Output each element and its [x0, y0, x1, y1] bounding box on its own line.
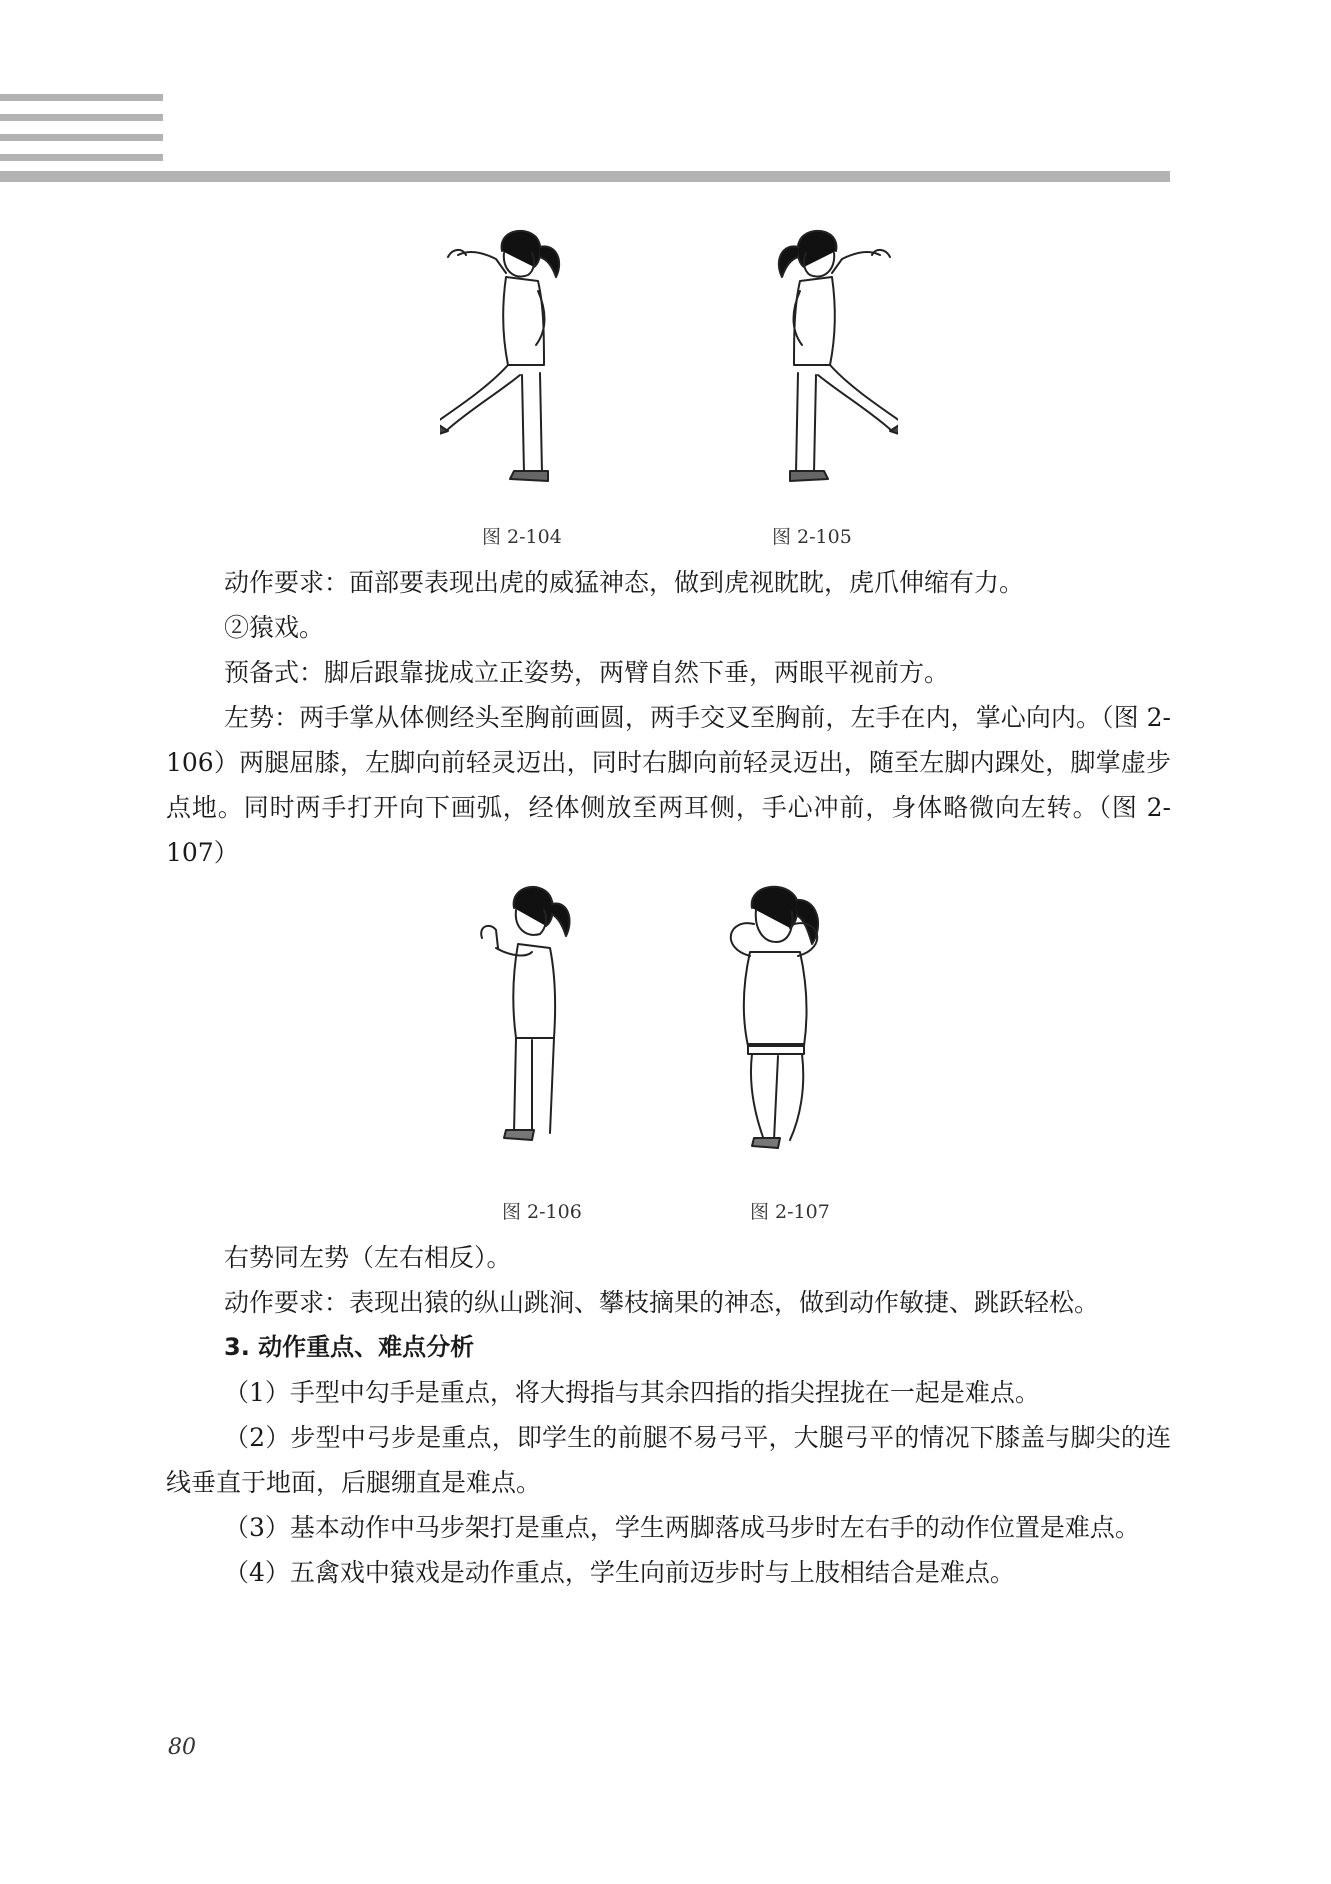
paragraph: 动作要求：面部要表现出虎的威猛神态，做到虎视眈眈，虎爪伸缩有力。 — [224, 568, 1025, 597]
text-block-a — [166, 560, 1171, 875]
figure-2-105 — [718, 225, 898, 495]
paragraph: （1）手型中勾手是重点，将大拇指与其余四指的指尖捏拢在一起是难点。 — [224, 1378, 1040, 1407]
figure-2-106 — [470, 878, 600, 1168]
paragraph: 预备式：脚后跟靠拢成立正姿势，两臂自然下垂，两眼平视前方。 — [224, 658, 950, 687]
page-number: 80 — [168, 1735, 196, 1760]
paragraph: （4）五禽戏中猿戏是动作重点，学生向前迈步时与上肢相结合是难点。 — [224, 1558, 1015, 1587]
paragraph: 左势：两手掌从体侧经头至胸前画圆，两手交叉至胸前，左手在内，掌心向内。（图 2-106）两腿屈膝，左脚向前轻灵迈出，同时右脚向前轻灵迈出，随至左脚内踝处，脚掌虚步点地。同时两手打开向下画弧，经体侧放至两耳侧，手心冲前，身体略微向左转。（图 2-107） — [166, 703, 1171, 867]
paragraph: 动作要求：表现出猿的纵山跳涧、攀枝摘果的神态，做到动作敏捷、跳跃轻松。 — [224, 1288, 1100, 1317]
tiger-pose-figure-right-icon — [718, 225, 898, 495]
figure-caption: 图 2-106 — [502, 1201, 582, 1223]
paragraph: （2）步型中弓步是重点，即学生的前腿不易弓平，大腿弓平的情况下膝盖与脚尖的连线垂直于地面，后腿绷直是难点。 — [166, 1423, 1171, 1497]
paragraph: 右势同左势（左右相反）。 — [224, 1243, 512, 1272]
header-decoration — [0, 94, 1170, 184]
monkey-pose-hands-at-ears-icon — [708, 878, 848, 1168]
paragraph: ②猿戏。 — [224, 613, 325, 642]
tiger-pose-figure-left-icon — [440, 225, 620, 495]
monkey-pose-hands-at-chest-icon — [470, 878, 600, 1168]
figure-2-107 — [708, 878, 848, 1168]
figure-caption: 图 2-107 — [750, 1201, 830, 1223]
figure-caption: 图 2-105 — [772, 526, 852, 548]
figure-2-104 — [440, 225, 620, 495]
paragraph: （3）基本动作中马步架打是重点，学生两脚落成马步时左右手的动作位置是难点。 — [224, 1513, 1140, 1542]
section-heading: 3. 动作重点、难点分析 — [224, 1333, 475, 1361]
text-block-b — [166, 1235, 1171, 1595]
figure-caption: 图 2-104 — [482, 526, 562, 548]
